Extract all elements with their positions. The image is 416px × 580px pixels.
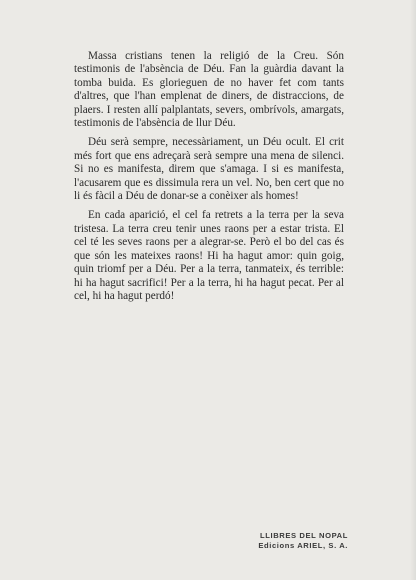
paragraph-2: Déu serà sempre, necessàriament, un Déu ocult. El crit més fort que ens adreçarà serà sempre una mena de silenci. Si no es manifesta, direm que s'amaga. I si es manifesta, l'acusarem que es dissimula rera un vel. No, ben cert que no li és fàcil a Déu de donar-se a conèixer als homes! bbox=[74, 136, 344, 203]
publisher-imprint bbox=[258, 531, 348, 551]
paragraph-1: Massa cristians tenen la religió de la Creu. Són testimonis de l'absència de Déu. Fan la guàrdia davant la tomba buida. Es glorieguen de no haver fet com tants d'altres, que l'han emplenat de diners, de distraccions, de plaers. I resten allí palplantats, severs, ombrívols, amargats, testimonis de l'absència de llur Déu. bbox=[74, 50, 344, 130]
page-edge-shadow bbox=[410, 0, 416, 580]
series-name: LLIBRES DEL NOPAL bbox=[260, 531, 348, 540]
publisher-name: Edicions ARIEL, S. A. bbox=[258, 541, 348, 550]
body-text bbox=[74, 50, 344, 309]
paragraph-3: En cada aparició, el cel fa retrets a la terra per la seva tristesa. La terra creu tenir unes raons per a estar trista. El cel té les seves raons per a alegrar-se. Però el bo del cas és que són les mateixes raons! Hi ha hagut amor: quin goig, quin triomf per a Déu. Per a la terra, tanmateix, és terrible: hi ha hagut sacrifici! Per a la terra, hi ha hagut pecat. Per al cel, hi ha hagut perdó! bbox=[74, 209, 344, 302]
